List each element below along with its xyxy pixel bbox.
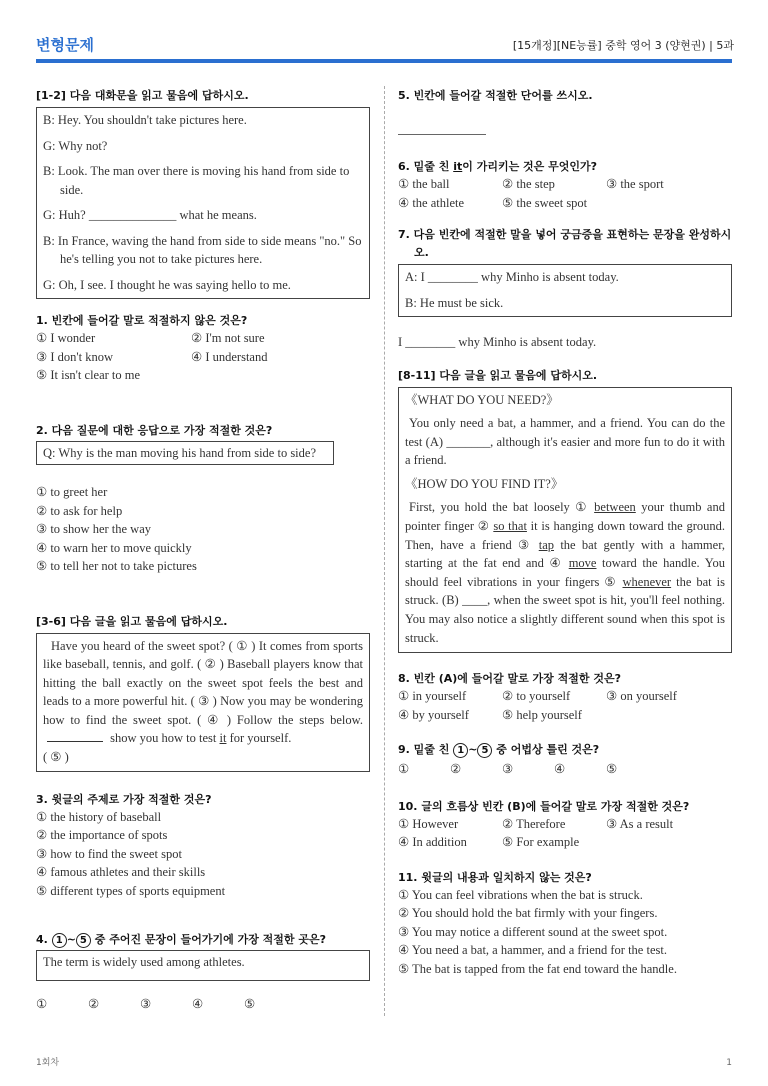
option[interactable]: ⑤ — [606, 762, 618, 777]
section-1-2-instruction: [1-2] 다음 대화문을 읽고 물음에 답하시오. — [36, 89, 249, 102]
underlined-word: move — [568, 556, 597, 571]
question-5: 5. 빈칸에 들어갈 적절한 단어를 쓰시오. — [398, 89, 593, 102]
option[interactable]: ③ the sport — [606, 177, 664, 191]
question-9 — [398, 742, 732, 758]
option[interactable]: ③ As a result — [606, 816, 674, 831]
question-1-options — [36, 329, 370, 385]
passage-text: for yourself. — [229, 731, 292, 746]
option[interactable]: ② the importance of spots — [36, 828, 168, 843]
circled-number-1: 1 — [453, 743, 468, 758]
option[interactable]: ② Therefore — [502, 816, 566, 831]
option[interactable]: ③ — [502, 762, 514, 777]
dialogue-line: B: In France, waving the hand from side to side means "no." So he's telling you not to take pictures here. — [43, 233, 362, 266]
passage-text: show you how to test — [110, 731, 217, 746]
right-column — [398, 88, 732, 978]
option[interactable]: ④ the athlete — [398, 195, 465, 210]
option[interactable]: ① I wonder — [36, 331, 96, 345]
passage-find-sweet-spot — [398, 387, 732, 654]
question-text: 중 어법상 틀린 것은? — [496, 743, 600, 757]
option[interactable]: ① to greet her — [36, 485, 108, 499]
underlined-word: so that — [493, 519, 527, 534]
option[interactable]: ④ — [192, 996, 204, 1011]
passage-text: Have you heard of the sweet spot? ( ① ) It comes from sports like baseball, tennis, and golf. ( ② ) Baseball players know that hitting the ball exactly on the sweet spot feels the best and leads to a more powerful hit. ( ③ ) Now you may be wondering how to find the sweet spot. ( ④ ) Follow the steps below. — [43, 638, 363, 727]
answer-blank — [47, 730, 103, 742]
question-text: 6. 밑줄 친 — [398, 160, 450, 173]
passage-text: First, you hold the bat loosely ① — [409, 500, 595, 515]
passage-text: it is hanging down toward the ground. Then, have a friend ③ — [405, 519, 726, 552]
option[interactable]: ④ In addition — [398, 835, 467, 850]
dialogue-line: G: Why not? — [43, 138, 108, 153]
passage-heading: 《WHAT DO YOU NEED?》 — [405, 392, 559, 407]
question-6 — [398, 159, 732, 175]
passage-text: the bat is struck. (B) ____, when the sweet spot is hit, you'll feel nothing. You may also notice a slightly different sound when this spot is struck. — [405, 574, 725, 645]
range-sep: ~ — [468, 743, 478, 757]
question-3-options — [36, 808, 370, 901]
dialogue-line: B: Look. The man over there is moving his hand from side to side. — [43, 164, 350, 197]
option[interactable]: ① in yourself — [398, 689, 467, 704]
question-7-answer: I ________ why Minho is absent today. — [398, 335, 597, 349]
option[interactable]: ② the step — [502, 177, 555, 191]
textbook-info: [15개정][NE능률] 중학 영어 3 (양현권) | 5과 — [512, 39, 734, 52]
left-column — [36, 88, 370, 1013]
question-1: 1. 빈칸에 들어갈 말로 적절하지 않은 것은? — [36, 314, 248, 327]
question-2: 2. 다음 질문에 대한 응답으로 가장 적절한 것은? — [36, 423, 273, 437]
section-3-6-instruction: [3-6] 다음 글을 읽고 물음에 답하시오. — [36, 614, 228, 628]
dialogue-line: G: Oh, I see. I thought he was saying hello to me. — [43, 277, 291, 292]
box-line: A: I ________ why Minho is absent today. — [405, 270, 619, 284]
option[interactable]: ⑤ The bat is tapped from the fat end toward the handle. — [398, 961, 677, 976]
passage-marker: ( ⑤ ) — [43, 750, 69, 765]
passage-paragraph: You only need a bat, a hammer, and a friend. You can do the test (A) _______, although it's easier and more fun to do it with a friend. — [405, 416, 725, 468]
question-4-options — [36, 995, 370, 1014]
dialogue-line: G: Huh? ______________ what he means. — [43, 208, 257, 222]
circled-number-5: 5 — [76, 933, 91, 948]
option[interactable]: ② to yourself — [502, 689, 571, 704]
option[interactable]: ② I'm not sure — [191, 331, 265, 345]
option[interactable]: ④ famous athletes and their skills — [36, 865, 206, 880]
option[interactable]: ③ to show her the way — [36, 522, 152, 536]
header-rule — [36, 59, 732, 63]
question-6-options — [398, 175, 732, 212]
option[interactable]: ⑤ help yourself — [502, 707, 582, 722]
option[interactable]: ⑤ different types of sports equipment — [36, 883, 226, 898]
worksheet-title: 변형문제 — [36, 36, 94, 54]
option[interactable]: ③ — [140, 996, 152, 1011]
range-sep: ~ — [66, 933, 76, 947]
question-7: 7. 다음 빈칸에 적절한 말을 넣어 궁금증을 표현하는 문장을 완성하시오. — [398, 228, 732, 259]
question-2-box: Q: Why is the man moving his hand from side to side? — [36, 441, 334, 466]
question-number: 4. — [36, 933, 48, 947]
option[interactable]: ① You can feel vibrations when the bat is struck. — [398, 887, 643, 902]
question-4-box: The term is widely used among athletes. — [36, 950, 370, 981]
passage-text: the bat gently with a hammer, starting at the fat end and ④ — [405, 537, 725, 571]
option[interactable]: ② — [450, 762, 462, 777]
passage-heading: 《HOW DO YOU FIND IT?》 — [405, 476, 564, 491]
dialogue-box — [36, 107, 370, 299]
question-3: 3. 윗글의 주제로 가장 적절한 것은? — [36, 792, 212, 806]
option[interactable]: ① — [36, 996, 48, 1011]
question-10: 10. 글의 흐름상 빈칸 (B)에 들어갈 말로 가장 적절한 것은? — [398, 799, 690, 813]
option[interactable]: ④ I understand — [191, 349, 268, 364]
question-text: 중 주어진 문장이 들어가기에 가장 적절한 곳은? — [94, 933, 327, 947]
section-8-11-instruction: [8-11] 다음 글을 읽고 물음에 답하시오. — [398, 368, 598, 382]
box-line: B: He must be sick. — [405, 295, 504, 310]
passage-sweet-spot — [36, 633, 370, 772]
question-4 — [36, 932, 370, 948]
underlined-word: between — [594, 500, 636, 515]
question-2-options — [36, 483, 370, 576]
option[interactable]: ③ You may notice a different sound at the sweet spot. — [398, 924, 668, 939]
question-11: 11. 윗글의 내용과 일치하지 않는 것은? — [398, 870, 592, 884]
circled-number-5: 5 — [477, 743, 492, 758]
question-11-options — [398, 886, 732, 979]
passage-paragraph — [405, 498, 725, 647]
option[interactable]: ② to ask for help — [36, 503, 123, 518]
option[interactable]: ⑤ It isn't clear to me — [36, 368, 141, 382]
passage-text: toward the handle. You should feel vibrations in your fingers ⑤ — [405, 556, 725, 589]
question-9-options — [398, 760, 732, 779]
option[interactable]: ③ how to find the sweet spot — [36, 846, 182, 861]
option[interactable]: ② — [88, 996, 100, 1011]
underlined-word: tap — [538, 537, 555, 552]
answer-line[interactable] — [398, 134, 486, 135]
option[interactable]: ④ — [554, 762, 566, 777]
underlined-it: it — [453, 160, 463, 173]
option[interactable]: ① the ball — [398, 177, 450, 191]
column-divider — [384, 86, 385, 1016]
option[interactable]: ③ on yourself — [606, 689, 677, 704]
option[interactable]: ⑤ — [244, 996, 256, 1011]
option[interactable]: ⑤ to tell her not to take pictures — [36, 559, 197, 573]
option[interactable]: ④ to warn her to move quickly — [36, 540, 192, 555]
option[interactable]: ① the history of baseball — [36, 809, 162, 824]
question-text: 9. 밑줄 친 — [398, 743, 450, 757]
passage-text: your thumb and pointer finger ② — [405, 500, 725, 534]
question-8: 8. 빈칸 (A)에 들어갈 말로 가장 적절한 것은? — [398, 672, 621, 686]
question-10-options — [398, 815, 732, 852]
option[interactable]: ⑤ the sweet spot — [502, 195, 588, 210]
option[interactable]: ⑤ For example — [502, 835, 580, 850]
option[interactable]: ① — [398, 762, 410, 777]
option[interactable]: ④ You need a bat, a hammer, and a friend for the test. — [398, 943, 667, 958]
underlined-word: whenever — [622, 574, 672, 589]
footer-round: 1회차 — [36, 1058, 60, 1068]
option[interactable]: ① However — [398, 816, 459, 831]
question-8-options — [398, 687, 732, 724]
underlined-it: it — [219, 731, 227, 746]
question-7-box — [398, 264, 732, 317]
option[interactable]: ③ I don't know — [36, 349, 113, 364]
dialogue-line: B: Hey. You shouldn't take pictures here. — [43, 113, 247, 127]
circled-number-1: 1 — [52, 933, 67, 948]
page-number: 1 — [726, 1058, 732, 1068]
question-text: 이 가리키는 것은 무엇인가? — [462, 160, 598, 173]
option[interactable]: ② You should hold the bat firmly with your fingers. — [398, 906, 658, 921]
option[interactable]: ④ by yourself — [398, 707, 469, 722]
